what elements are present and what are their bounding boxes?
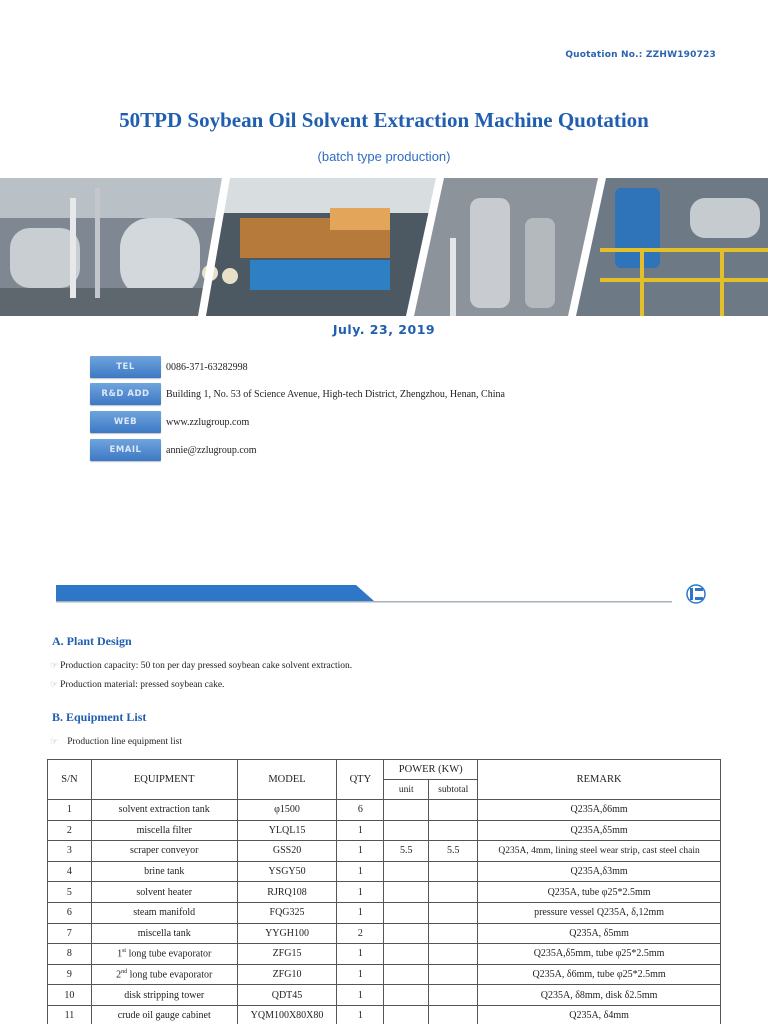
cell-qty: 1: [337, 944, 384, 965]
section-a-title: A. Plant Design: [52, 634, 132, 648]
email-label: EMAIL: [90, 439, 161, 461]
cell-sn: 1: [48, 800, 92, 821]
contact-email: [90, 438, 257, 462]
cell-equipment: miscella tank: [91, 923, 237, 944]
cell-remark: Q235A, δ5mm: [478, 923, 721, 944]
table-row: [48, 964, 721, 985]
header-remark: REMARK: [478, 760, 721, 800]
table-row: [48, 944, 721, 965]
cell-equipment: scraper conveyor: [91, 841, 237, 862]
cell-remark: Q235A,δ5mm, tube φ25*2.5mm: [478, 944, 721, 965]
cell-subtotal: [429, 1005, 478, 1024]
table-row: [48, 882, 721, 903]
cell-equipment: brine tank: [91, 861, 237, 882]
cell-unit: [384, 1005, 429, 1024]
page-title: 50TPD Soybean Oil Solvent Extraction Machine Quotation: [119, 108, 649, 132]
cell-sn: 3: [48, 841, 92, 862]
table-row: [48, 902, 721, 923]
table-row: [48, 985, 721, 1006]
cell-qty: 6: [337, 800, 384, 821]
cell-equipment: miscella filter: [91, 820, 237, 841]
cell-subtotal: [429, 944, 478, 965]
table-row: [48, 861, 721, 882]
cell-unit: [384, 923, 429, 944]
table-row: [48, 1005, 721, 1024]
contact-tel: [90, 355, 248, 379]
bullet-text: Production material: pressed soybean cake.: [60, 680, 225, 690]
address-value: Building 1, No. 53 of Science Avenue, High-tech District, Zhengzhou, Henan, China: [166, 388, 505, 400]
cell-model: YYGH100: [237, 923, 337, 944]
cell-equipment: solvent heater: [91, 882, 237, 903]
contact-address: [90, 382, 505, 406]
header-model: MODEL: [237, 760, 337, 800]
list-item: [50, 661, 352, 671]
tel-label: TEL: [90, 356, 161, 378]
cell-qty: 1: [337, 841, 384, 862]
cell-remark: Q235A, δ6mm, tube φ25*2.5mm: [478, 964, 721, 985]
cell-qty: 1: [337, 861, 384, 882]
web-link[interactable]: www.zzlugroup.com: [166, 416, 250, 428]
cell-unit: [384, 861, 429, 882]
cell-unit: [384, 944, 429, 965]
cell-unit: [384, 882, 429, 903]
quotation-date: July. 23, 2019: [332, 322, 436, 337]
table-row: [48, 923, 721, 944]
cell-equipment: solvent extraction tank: [91, 800, 237, 821]
email-link[interactable]: annie@zzlugroup.com: [166, 444, 257, 456]
cell-subtotal: [429, 964, 478, 985]
cell-subtotal: [429, 985, 478, 1006]
cell-equipment: crude oil gauge cabinet: [91, 1005, 237, 1024]
ordinal-suffix: nd: [121, 968, 128, 975]
header-unit: unit: [384, 780, 429, 800]
cell-subtotal: [429, 882, 478, 903]
cell-remark: Q235A, δ4mm: [478, 1005, 721, 1024]
cell-subtotal: [429, 923, 478, 944]
cell-remark: Q235A,δ6mm: [478, 800, 721, 821]
cell-subtotal: [429, 861, 478, 882]
header-equipment: EQUIPMENT: [91, 760, 237, 800]
cell-equipment: steam manifold: [91, 902, 237, 923]
table-row: [48, 820, 721, 841]
cell-sn: 9: [48, 964, 92, 985]
cell-sn: 2: [48, 820, 92, 841]
page-subtitle: (batch type production): [317, 149, 451, 164]
cell-qty: 1: [337, 1005, 384, 1024]
equipment-name: long tube evaporator: [127, 969, 213, 981]
contact-web: [90, 410, 249, 434]
banner-image: [0, 178, 768, 316]
list-item: [50, 680, 224, 690]
pointing-hand-icon: ☞: [50, 680, 59, 690]
cell-remark: Q235A, δ8mm, disk δ2.5mm: [478, 985, 721, 1006]
cell-model: YQM100X80X80: [237, 1005, 337, 1024]
cell-sn: 8: [48, 944, 92, 965]
table-row: [48, 800, 721, 821]
cell-remark: Q235A, 4mm, lining steel wear strip, cast steel chain: [478, 841, 721, 862]
cell-remark: pressure vessel Q235A, δ,12mm: [478, 902, 721, 923]
cell-qty: 2: [337, 923, 384, 944]
cell-qty: 1: [337, 882, 384, 903]
pointing-hand-icon: ☞: [50, 661, 59, 671]
cell-model: QDT45: [237, 985, 337, 1006]
cell-remark: Q235A,δ5mm: [478, 820, 721, 841]
cell-subtotal: [429, 902, 478, 923]
bullet-text: Production line equipment list: [67, 737, 182, 747]
cell-sn: 11: [48, 1005, 92, 1024]
cell-sn: 4: [48, 861, 92, 882]
cell-subtotal: [429, 820, 478, 841]
web-label: WEB: [90, 411, 161, 433]
ordinal-suffix: st: [122, 948, 127, 955]
cell-equipment: [91, 964, 237, 985]
cell-unit: [384, 820, 429, 841]
cell-model: GSS20: [237, 841, 337, 862]
cell-model: ZFG10: [237, 964, 337, 985]
header-sn: S/N: [48, 760, 92, 800]
cell-unit: [384, 800, 429, 821]
address-label: R&D ADD: [90, 383, 161, 405]
table-row: [48, 841, 721, 862]
header-power: POWER (KW): [384, 760, 478, 780]
cell-remark: Q235A,δ3mm: [478, 861, 721, 882]
equipment-table: [47, 759, 721, 1024]
cell-sn: 5: [48, 882, 92, 903]
cell-sn: 7: [48, 923, 92, 944]
cell-model: YSGY50: [237, 861, 337, 882]
ordinal-number: 2: [116, 969, 122, 981]
cell-model: YLQL15: [237, 820, 337, 841]
cell-equipment: [91, 944, 237, 965]
cell-sn: 10: [48, 985, 92, 1006]
cell-unit: [384, 985, 429, 1006]
cell-qty: 1: [337, 902, 384, 923]
cell-qty: 1: [337, 964, 384, 985]
cell-unit: [384, 902, 429, 923]
equipment-name: long tube evaporator: [126, 948, 212, 960]
cell-model: FQG325: [237, 902, 337, 923]
header-qty: QTY: [337, 760, 384, 800]
cell-unit: [384, 964, 429, 985]
pointing-hand-icon: ☞: [50, 737, 59, 747]
cell-equipment: disk stripping tower: [91, 985, 237, 1006]
section-divider: [56, 584, 716, 604]
cell-subtotal: 5.5: [429, 841, 478, 862]
cell-model: ZFG15: [237, 944, 337, 965]
quotation-number: Quotation No.: ZZHW190723: [565, 50, 716, 60]
cell-model: RJRQ108: [237, 882, 337, 903]
header-subtotal: subtotal: [429, 780, 478, 800]
list-item: [50, 737, 182, 747]
tel-value: 0086-371-63282998: [166, 361, 248, 373]
cell-qty: 1: [337, 985, 384, 1006]
section-b-title: B. Equipment List: [52, 710, 147, 724]
bullet-text: Production capacity: 50 ton per day pressed soybean cake solvent extraction.: [60, 661, 353, 671]
cell-sn: 6: [48, 902, 92, 923]
ordinal-number: 1: [117, 948, 123, 960]
company-logo-icon: [687, 585, 705, 603]
equipment-photo-banner: [0, 178, 768, 316]
cell-subtotal: [429, 800, 478, 821]
cell-remark: Q235A, tube φ25*2.5mm: [478, 882, 721, 903]
cell-model: φ1500: [237, 800, 337, 821]
cell-qty: 1: [337, 820, 384, 841]
cell-unit: 5.5: [384, 841, 429, 862]
